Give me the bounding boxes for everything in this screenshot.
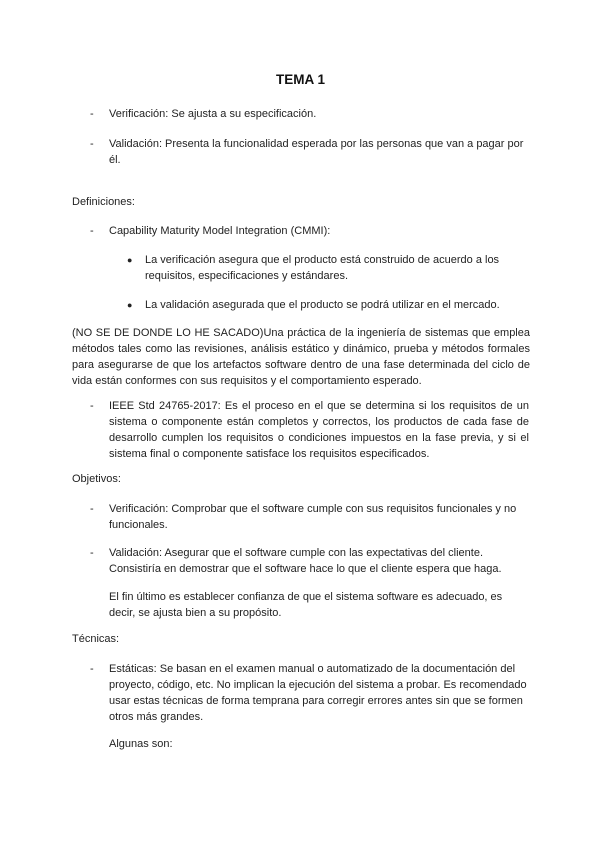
practice-text: Una práctica de la ingeniería de sistemas que emplea métodos tales como las revisiones, análisis estático y dinámico, prueba y métodos formales para asegurarse de que los artefactos software dentro de una fase determinada del ciclo de vida están conformes con sus requisitos y el comportamiento esperado.	[72, 327, 530, 387]
document-title: TEMA 1	[276, 72, 326, 87]
practice-paragraph	[72, 325, 530, 389]
ieee-item: IEEE Std 24765-2017: Es el proceso en el que se determina si los requisitos de un sistema o componente están completos y correctos, los productos de cada fase de desarrollo cumplen los requisitos o condiciones impuestos en la fase previa, y si el sistema final o componente satisface los requisitos especificados.	[109, 400, 529, 460]
dash-marker: -	[90, 503, 94, 515]
dash-marker: -	[90, 547, 94, 559]
static-techniques-item: Estáticas: Se basan en el examen manual o automatizado de la documentación del proyecto, código, etc. No implican la ejecución del sistema a probar. Es recomendado usar estas técnicas de forma temprana para corregir errores antes sin que se formen otros más grandes.	[109, 663, 527, 723]
some-are-label: Algunas son:	[109, 738, 173, 750]
cmmi-item: Capability Maturity Model Integration (CMMI):	[109, 225, 331, 237]
definitions-heading: Definiciones:	[72, 196, 135, 208]
cmmi-bullet-verification: La verificación asegura que el producto está construido de acuerdo a los requisitos, especificaciones y estándares.	[145, 254, 500, 282]
bullet-marker: ●	[127, 255, 133, 265]
objective-goal: El fin último es establecer confianza de que el sistema software es adecuado, es decir, se ajusta bien a su propósito.	[109, 591, 503, 619]
bullet-marker: ●	[127, 300, 133, 310]
dash-marker: -	[90, 663, 94, 675]
cmmi-bullet-validation: La validación asegurada que el producto se podrá utilizar en el mercado.	[145, 299, 500, 311]
objectives-heading: Objetivos:	[72, 473, 121, 485]
objective-item-validation: Validación: Asegurar que el software cumple con las expectativas del cliente. Consistiría en demostrar que el software hace lo que el cliente espera que haga.	[109, 547, 502, 575]
dash-marker: -	[90, 225, 94, 237]
dash-marker: -	[90, 108, 94, 120]
objective-item-verification: Verificación: Comprobar que el software cumple con sus requisitos funcionales y no funcionales.	[109, 503, 517, 531]
intro-item-verification: Verificación: Se ajusta a su especificación.	[109, 108, 317, 120]
techniques-heading: Técnicas:	[72, 633, 120, 645]
dash-marker: -	[90, 138, 94, 150]
dash-marker: -	[90, 400, 94, 412]
intro-item-validation: Validación: Presenta la funcionalidad esperada por las personas que van a pagar por él.	[109, 138, 524, 166]
source-note: (NO SE DE DONDE LO HE SACADO)	[72, 327, 264, 339]
